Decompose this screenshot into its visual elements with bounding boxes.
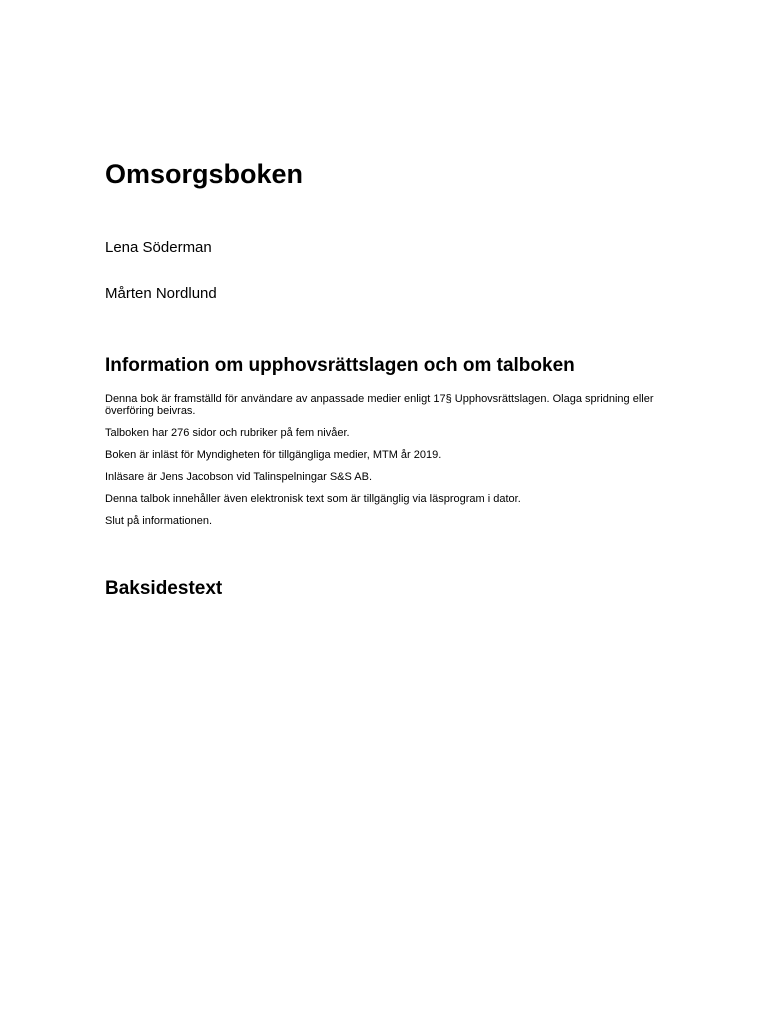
info-paragraph: Denna talbok innehåller även elektronisk text som är tillgänglig via läsprogram i dator. — [105, 493, 521, 505]
info-paragraph: Denna bok är framställd för användare av anpassade medier enligt 17§ Upphovsrättslagen. Olaga spridning eller överföring beivras. — [105, 393, 654, 417]
info-paragraph: Slut på informationen. — [105, 515, 213, 527]
info-paragraph: Inläsare är Jens Jacobson vid Talinspelningar S&S AB. — [105, 471, 373, 483]
author-name: Mårten Nordlund — [105, 285, 217, 302]
back-cover-heading: Baksidestext — [105, 578, 223, 599]
copyright-info-heading: Information om upphovsrättslagen och om talboken — [105, 355, 575, 376]
author-name: Lena Söderman — [105, 239, 212, 256]
copyright-info-body — [105, 393, 665, 537]
book-title: Omsorgsboken — [105, 159, 304, 189]
info-paragraph: Boken är inläst för Myndigheten för tillgängliga medier, MTM år 2019. — [105, 449, 442, 461]
info-paragraph: Talboken har 276 sidor och rubriker på fem nivåer. — [105, 427, 350, 439]
